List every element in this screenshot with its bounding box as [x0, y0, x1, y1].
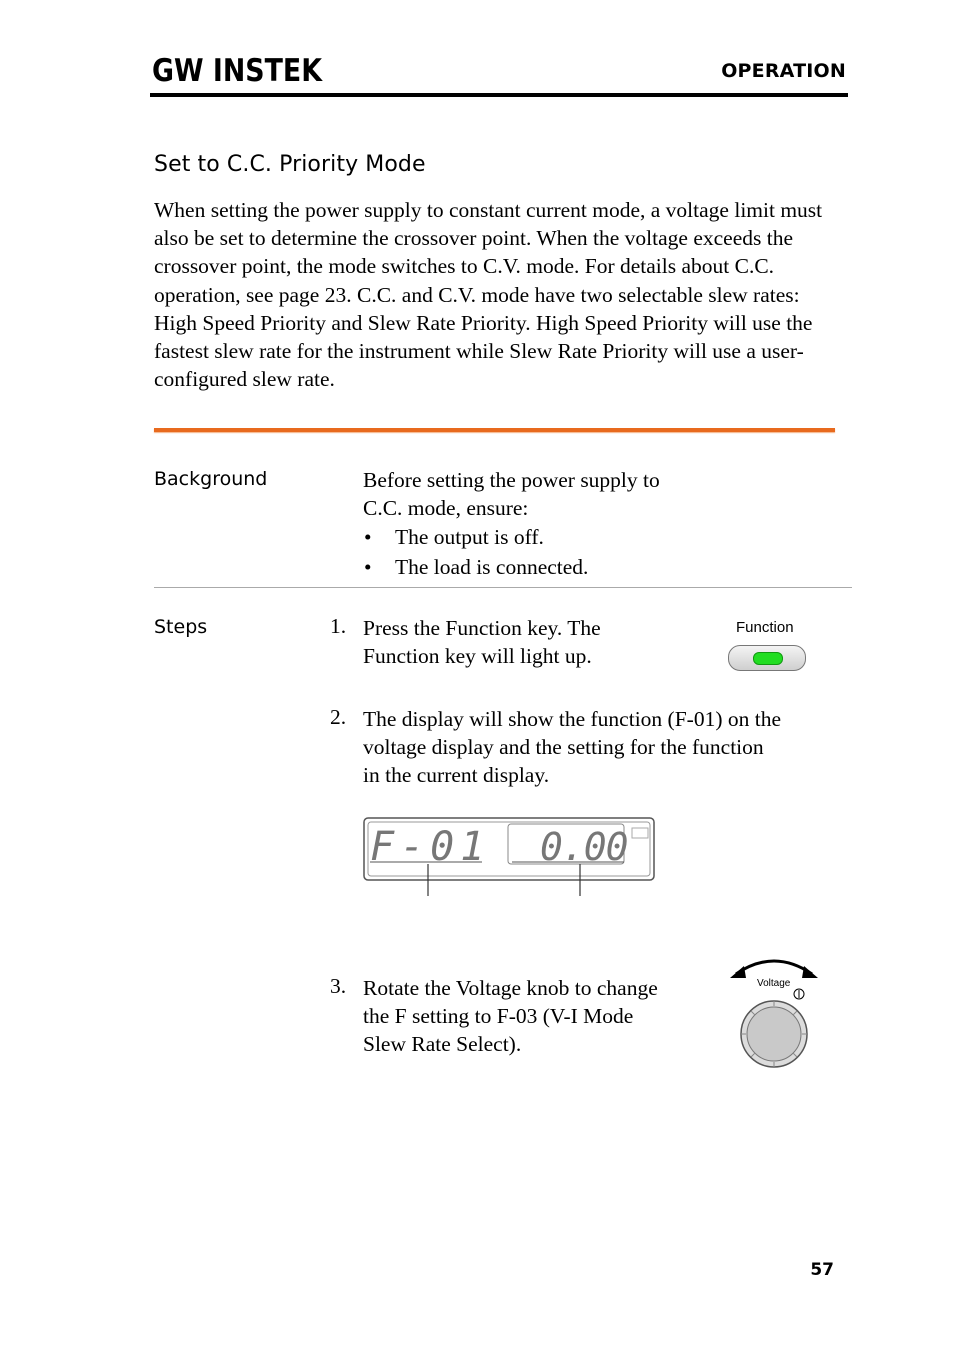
bullet-load-connected: The load is connected. — [395, 555, 589, 579]
step-1-line-2: Function key will light up. — [363, 644, 592, 668]
bullet-output-off: The output is off. — [395, 525, 544, 549]
step-1-line-1: Press the Function key. The — [363, 616, 601, 640]
section-divider — [154, 428, 835, 432]
rotate-arrow-icon — [736, 961, 812, 974]
voltage-knob-figure — [726, 952, 822, 1072]
step-3-number: 3. — [330, 974, 347, 998]
display-panel — [362, 816, 658, 898]
page-number: 57 — [810, 1260, 834, 1280]
bullet-dot: • — [364, 555, 372, 579]
function-key-label: Function — [736, 619, 794, 636]
step-2-line-3: in the current display. — [363, 763, 550, 787]
step-3-text — [363, 974, 658, 1058]
intro-paragraph: When setting the power supply to constant current mode, a voltage limit must also be set to determine the crossover point. When the voltage exceeds the crossover point, the mode switches to C.V. mode. For details about C.C. operation, see page 23. C.C. and C.V. mode have two selectable slew rates: High Speed Priority and Slew Rate Priority. High Speed Priority will use the fastest slew rate for the instrument while Slew Rate Priority will use a user-configured slew rate. — [154, 198, 823, 392]
function-key — [728, 645, 806, 671]
section-title: Set to C.C. Priority Mode — [154, 152, 426, 177]
background-line-1: Before setting the power supply to — [363, 468, 660, 492]
section-header: OPERATION — [721, 60, 846, 82]
current-display-text: 0.00 — [540, 825, 628, 869]
step-2-number: 2. — [330, 705, 347, 729]
background-line-2: C.C. mode, ensure: — [363, 496, 529, 520]
step-2-line-2: voltage display and the setting for the function — [363, 735, 764, 759]
step-3-line-1: Rotate the Voltage knob to change — [363, 976, 658, 1000]
step-2-line-1: The display will show the function (F-01) on the — [363, 707, 781, 731]
table-rule — [154, 587, 852, 588]
step-3-line-2: the F setting to F-03 (V-I Mode — [363, 1004, 634, 1028]
step-3-line-3: Slew Rate Select). — [363, 1032, 522, 1056]
bullet-dot: • — [364, 525, 372, 549]
function-led — [753, 652, 783, 665]
background-text — [363, 466, 763, 522]
steps-label: Steps — [154, 616, 208, 638]
step-1-number: 1. — [330, 614, 347, 638]
step-2-text — [363, 705, 781, 789]
logo-text: GW INSTEK — [152, 53, 323, 89]
gw-instek-logo — [152, 52, 324, 89]
step-1-text — [363, 614, 601, 670]
header-rule — [150, 93, 848, 97]
voltage-display-text: F-01 — [370, 824, 491, 870]
background-label: Background — [154, 468, 268, 490]
knob-label: Voltage — [757, 978, 791, 989]
